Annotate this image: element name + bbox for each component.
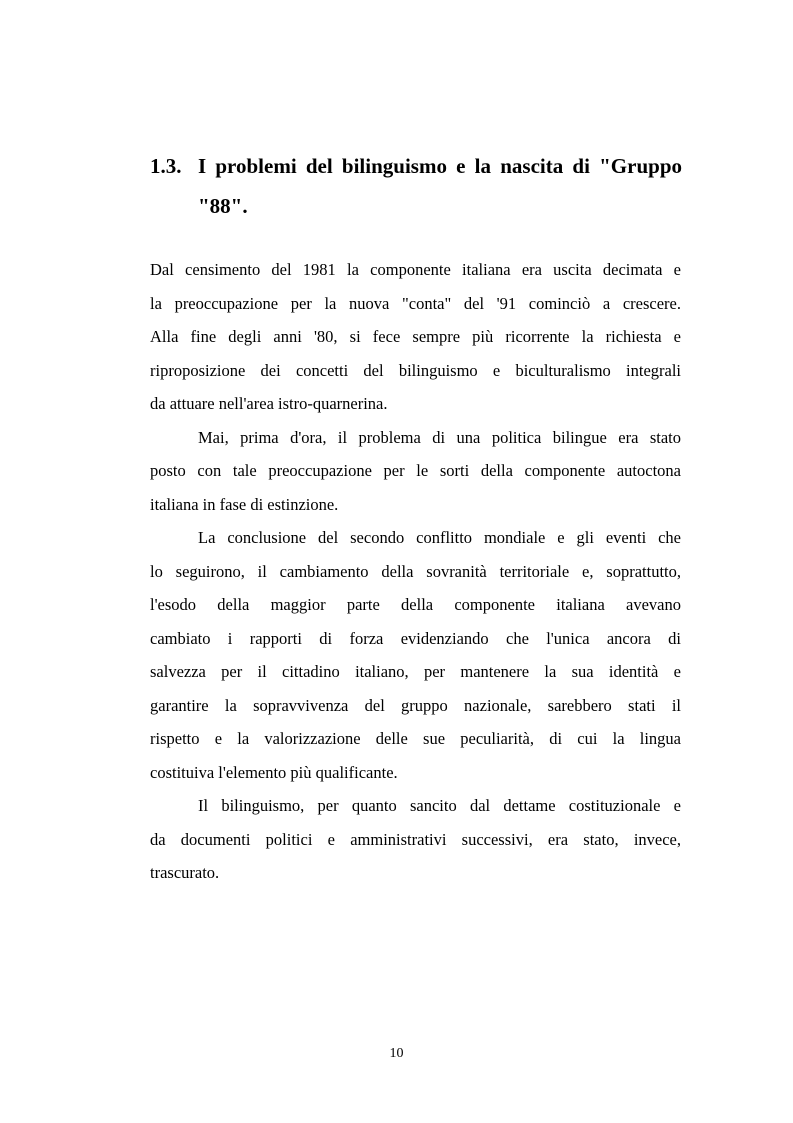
text-line: Il bilinguismo, per quanto sancito dal dettame costituzionale e [198,796,681,815]
text-line: Alla fine degli anni '80, si fece sempre più ricorrente la richiesta e [150,327,681,346]
text-line: lo seguirono, il cambiamento della sovranità territoriale e, soprattutto, [150,561,681,581]
paragraph-1 [150,253,681,421]
section-title-line-2: "88". [198,194,248,218]
paragraph-4 [150,789,681,890]
text-line: garantire la sopravvivenza del gruppo nazionale, sarebbero stati il [150,695,681,715]
paragraph-3 [150,521,681,789]
text-line: da attuare nell'area istro-quarnerina. [150,394,388,413]
text-line: trascurato. [150,863,220,882]
text-line: riproposizione dei concetti del bilinguismo e biculturalismo integrali [150,360,681,380]
text-line: la preoccupazione per la nuova "conta" del '91 cominciò a crescere. [150,293,681,313]
text-line: italiana in fase di estinzione. [150,494,339,514]
page-number: 10 [389,1046,404,1061]
section-title-line-1: I problemi del bilinguismo e la nascita di "Gruppo [198,154,682,178]
text-line: Dal censimento del 1981 la componente italiana era uscita decimata e [150,260,681,279]
text-line: posto con tale preoccupazione per le sorti della componente autoctona [150,461,681,480]
section-heading [150,146,682,226]
text-line: da documenti politici e amministrativi successivi, era stato, invece, [150,829,681,849]
text-line: l'esodo della maggior parte della componente italiana avevano [150,595,681,614]
text-line: salvezza per il cittadino italiano, per mantenere la sua identità e [150,662,681,681]
section-number: 1.3. [150,154,182,178]
text-line: costituiva l'elemento più qualificante. [150,762,398,782]
paragraph-2 [150,421,681,522]
text-line: La conclusione del secondo conflitto mondiale e gli eventi che [198,528,681,547]
text-line: rispetto e la valorizzazione delle sue peculiarità, di cui la lingua [150,729,681,748]
text-line: cambiato i rapporti di forza evidenziando che l'unica ancora di [150,628,681,648]
text-line: Mai, prima d'ora, il problema di una politica bilingue era stato [198,427,681,447]
body-text [150,253,681,890]
